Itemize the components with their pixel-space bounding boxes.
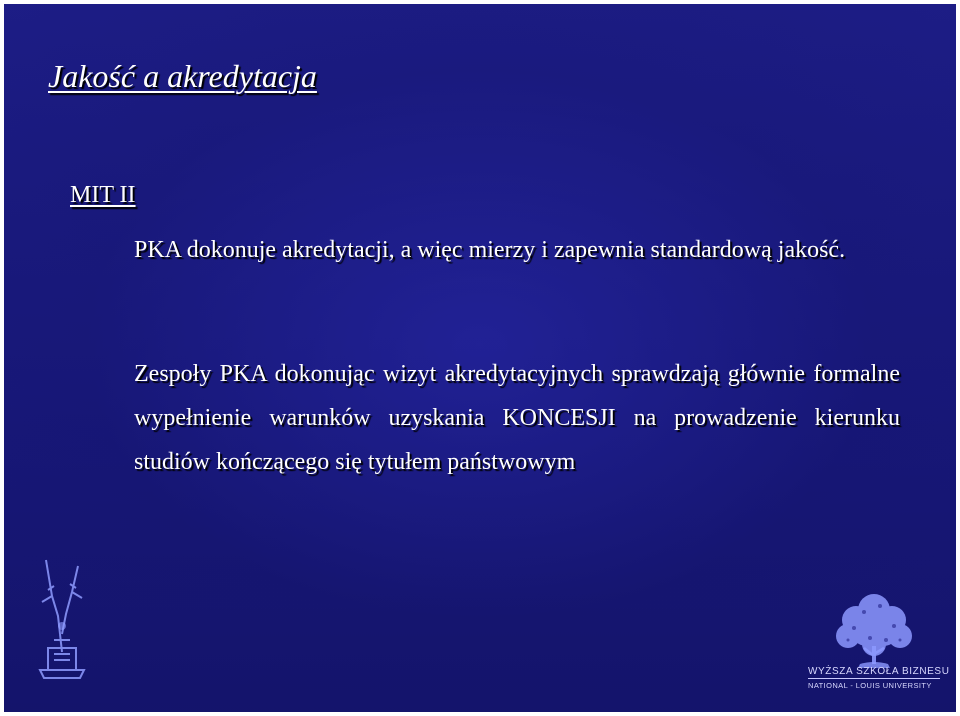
brand-line-2: NATIONAL - LOUIS UNIVERSITY <box>808 681 932 690</box>
slide-title: Jakość a akredytacja <box>48 58 317 94</box>
eagle-emblem-icon <box>32 556 92 682</box>
brand-line-1: WYŻSZA SZKOŁA BIZNESU <box>808 666 950 677</box>
section-label: MIT II <box>70 182 136 208</box>
brand-text <box>808 666 950 690</box>
paragraph-2: Zespoły PKA dokonując wizyt akredytacyjnych sprawdzają głównie formalne wypełnienie warunków uzyskania KONCESJI na prowadzenie kierunku studiów kończącego się tytułem państwowym <box>134 361 900 475</box>
slide <box>4 4 956 712</box>
paragraph-1: PKA dokonuje akredytacji, a więc mierzy i zapewnia standardową jakość. <box>134 237 846 263</box>
